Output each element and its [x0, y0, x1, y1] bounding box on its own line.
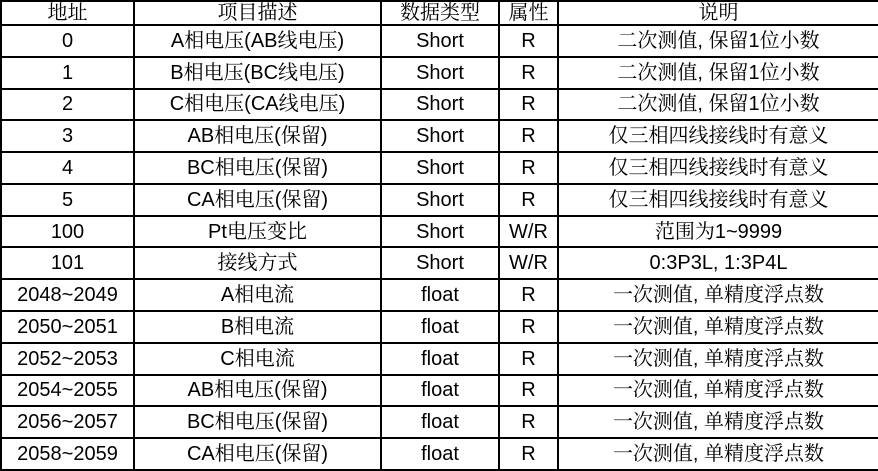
- cell-address: 2052~2053: [1, 343, 134, 375]
- cell-attribute: R: [499, 438, 558, 470]
- header-data-type: 数据类型: [381, 1, 499, 25]
- cell-data-type: Short: [381, 216, 499, 248]
- cell-attribute: W/R: [499, 216, 558, 248]
- cell-description: BC相电压(保留): [134, 406, 381, 438]
- cell-note: 二次测值, 保留1位小数: [558, 89, 878, 121]
- table-row: [1, 184, 878, 216]
- cell-attribute: R: [499, 89, 558, 121]
- cell-note: 一次测值, 单精度浮点数: [558, 406, 878, 438]
- cell-note: 范围为1~9999: [558, 216, 878, 248]
- table-row: [1, 311, 878, 343]
- cell-note: 一次测值, 单精度浮点数: [558, 438, 878, 470]
- header-description: 项目描述: [134, 1, 381, 25]
- table-row: [1, 438, 878, 470]
- cell-description: 接线方式: [134, 247, 381, 279]
- cell-note: 仅三相四线接线时有意义: [558, 120, 878, 152]
- cell-description: B相电流: [134, 311, 381, 343]
- cell-note: 二次测值, 保留1位小数: [558, 57, 878, 89]
- header-row: [1, 1, 878, 25]
- table-row: [1, 152, 878, 184]
- cell-data-type: Short: [381, 120, 499, 152]
- cell-description: Pt电压变比: [134, 216, 381, 248]
- header-note: 说明: [558, 1, 878, 25]
- cell-address: 2054~2055: [1, 375, 134, 407]
- cell-address: 2: [1, 89, 134, 121]
- cell-description: CA相电压(保留): [134, 438, 381, 470]
- cell-attribute: R: [499, 184, 558, 216]
- table-row: [1, 216, 878, 248]
- cell-attribute: R: [499, 279, 558, 311]
- cell-data-type: Short: [381, 152, 499, 184]
- cell-attribute: R: [499, 406, 558, 438]
- table-row: [1, 279, 878, 311]
- cell-note: 一次测值, 单精度浮点数: [558, 343, 878, 375]
- cell-data-type: float: [381, 406, 499, 438]
- cell-description: AB相电压(保留): [134, 120, 381, 152]
- cell-note: 一次测值, 单精度浮点数: [558, 279, 878, 311]
- cell-data-type: Short: [381, 25, 499, 57]
- cell-note: 仅三相四线接线时有意义: [558, 184, 878, 216]
- cell-data-type: Short: [381, 247, 499, 279]
- cell-address: 2058~2059: [1, 438, 134, 470]
- cell-address: 2048~2049: [1, 279, 134, 311]
- cell-address: 2050~2051: [1, 311, 134, 343]
- cell-attribute: W/R: [499, 247, 558, 279]
- cell-attribute: R: [499, 57, 558, 89]
- cell-attribute: R: [499, 120, 558, 152]
- cell-data-type: Short: [381, 184, 499, 216]
- cell-attribute: R: [499, 152, 558, 184]
- cell-address: 100: [1, 216, 134, 248]
- cell-description: C相电压(CA线电压): [134, 89, 381, 121]
- cell-address: 5: [1, 184, 134, 216]
- cell-address: 101: [1, 247, 134, 279]
- table-row: [1, 406, 878, 438]
- header-attribute: 属性: [499, 1, 558, 25]
- table-row: [1, 89, 878, 121]
- cell-data-type: Short: [381, 57, 499, 89]
- table-row: [1, 120, 878, 152]
- table-row: [1, 247, 878, 279]
- table-row: [1, 57, 878, 89]
- cell-attribute: R: [499, 375, 558, 407]
- cell-address: 0: [1, 25, 134, 57]
- cell-data-type: float: [381, 375, 499, 407]
- cell-note: 0:3P3L, 1:3P4L: [558, 247, 878, 279]
- cell-note: 仅三相四线接线时有意义: [558, 152, 878, 184]
- table-row: [1, 375, 878, 407]
- cell-data-type: float: [381, 279, 499, 311]
- cell-description: B相电压(BC线电压): [134, 57, 381, 89]
- cell-data-type: float: [381, 343, 499, 375]
- cell-note: 一次测值, 单精度浮点数: [558, 311, 878, 343]
- cell-data-type: float: [381, 438, 499, 470]
- cell-attribute: R: [499, 311, 558, 343]
- cell-description: C相电流: [134, 343, 381, 375]
- header-address: 地址: [1, 1, 134, 25]
- cell-attribute: R: [499, 25, 558, 57]
- cell-address: 4: [1, 152, 134, 184]
- cell-note: 一次测值, 单精度浮点数: [558, 375, 878, 407]
- table-body: [1, 25, 878, 470]
- table-row: [1, 343, 878, 375]
- cell-address: 1: [1, 57, 134, 89]
- cell-data-type: Short: [381, 89, 499, 121]
- cell-note: 二次测值, 保留1位小数: [558, 25, 878, 57]
- cell-address: 2056~2057: [1, 406, 134, 438]
- cell-attribute: R: [499, 343, 558, 375]
- table-row: [1, 25, 878, 57]
- cell-description: BC相电压(保留): [134, 152, 381, 184]
- cell-description: A相电流: [134, 279, 381, 311]
- cell-data-type: float: [381, 311, 499, 343]
- cell-description: AB相电压(保留): [134, 375, 381, 407]
- cell-description: CA相电压(保留): [134, 184, 381, 216]
- cell-address: 3: [1, 120, 134, 152]
- cell-description: A相电压(AB线电压): [134, 25, 381, 57]
